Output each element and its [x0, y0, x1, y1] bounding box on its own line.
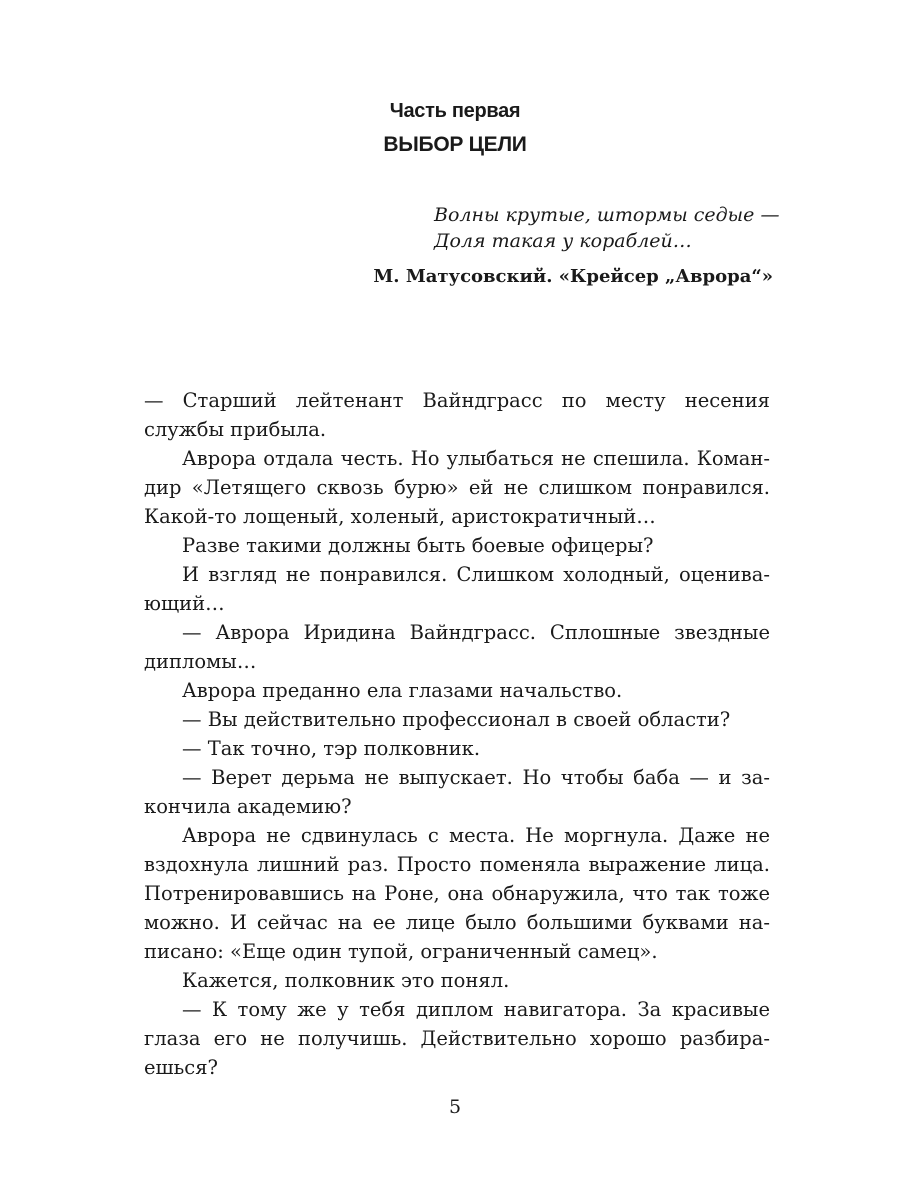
text-line: Кажется, полковник это понял. [182, 969, 510, 992]
text-line: писано: «Еще один тупой, ограниченный самец». [144, 940, 658, 963]
body-text [144, 386, 770, 1082]
text-line: — Вы действительно профессионал в своей области? [182, 708, 731, 731]
text-line: — К тому же у тебя диплом навигатора. За красивые [182, 998, 770, 1021]
text-line: дипломы… [144, 650, 257, 673]
text-line: Аврора отдала честь. Но улыбаться не спешила. Коман- [182, 447, 770, 470]
part-title: ВЫБОР ЦЕЛИ [383, 133, 527, 156]
text-line: можно. И сейчас на ее лице было большими буквами на- [144, 911, 770, 934]
text-line: ешься? [144, 1056, 218, 1079]
text-line: Аврора не сдвинулась с места. Не моргнула. Даже не [182, 824, 770, 847]
text-line: — Старший лейтенант Вайндграсс по месту несения [144, 389, 770, 412]
page-number: 5 [448, 1096, 462, 1118]
text-line: службы прибыла. [144, 418, 327, 441]
text-line: Аврора преданно ела глазами начальство. [182, 679, 623, 702]
epigraph-line: Доля такая у кораблей… [434, 230, 692, 252]
part-label: Часть первая [389, 100, 521, 122]
text-line: Потренировавшись на Роне, она обнаружила, что так тоже [144, 882, 770, 905]
text-line: — Так точно, тэр полковник. [182, 737, 481, 760]
epigraph [434, 202, 834, 254]
text-line: — Аврора Иридина Вайндграсс. Сплошные звездные [182, 621, 770, 644]
text-line: Какой-то лощеный, холеный, аристократичный… [144, 505, 656, 528]
text-line: кончила академию? [144, 795, 352, 818]
text-line: вздохнула лишний раз. Просто поменяла выражение лица. [144, 853, 770, 876]
text-line: Разве такими должны быть боевые офицеры? [182, 534, 654, 557]
text-line: дир «Летящего сквозь бурю» ей не слишком понравился. [144, 476, 770, 499]
text-line: — Верет дерьма не выпускает. Но чтобы баба — и за- [182, 766, 770, 789]
text-line: глаза его не получишь. Действительно хорошо разбира- [144, 1027, 770, 1050]
text-line: И взгляд не понравился. Слишком холодный, оценива- [182, 563, 770, 586]
epigraph-attribution: М. Матусовский. «Крейсер „Аврора“» [373, 266, 773, 287]
epigraph-line: Волны крутые, штормы седые — [434, 204, 780, 226]
text-line: ющий… [144, 592, 225, 615]
